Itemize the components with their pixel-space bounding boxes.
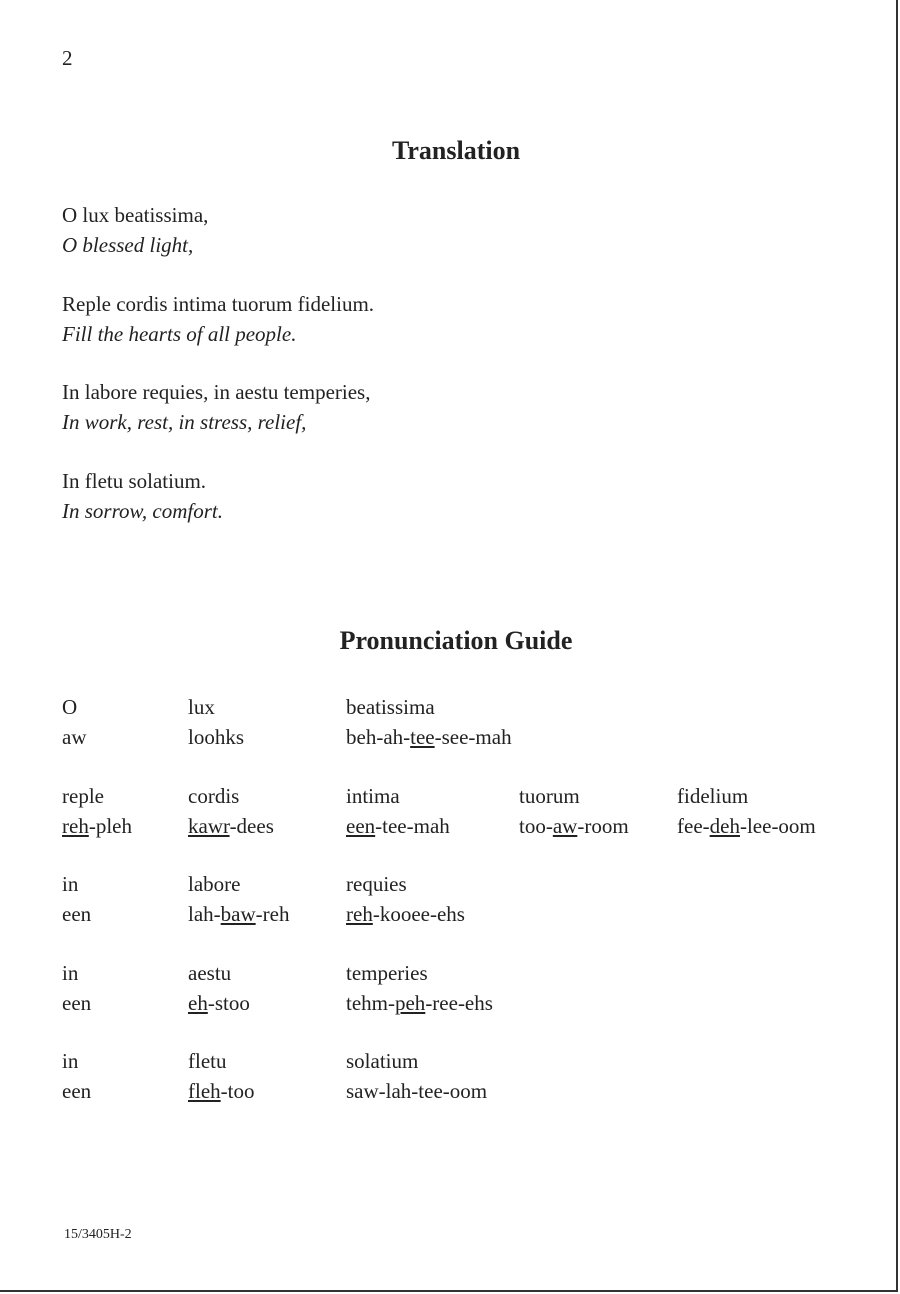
latin-line: In labore requies, in aestu temperies, — [62, 380, 371, 404]
latin-word: fidelium — [677, 783, 749, 808]
stressed-syllable: eh — [188, 990, 208, 1015]
latin-word: O — [62, 695, 78, 719]
latin-word: lux — [188, 695, 215, 719]
latin-line: In fletu solatium. — [62, 468, 207, 493]
pronunciation-group — [62, 958, 862, 1047]
latin-word: fletu — [188, 1049, 227, 1073]
stressed-syllable: een — [346, 813, 376, 838]
stanza — [62, 289, 822, 378]
translation-heading: Translation — [391, 136, 521, 165]
latin-word: temperies — [346, 960, 428, 985]
latin-words-row — [62, 1046, 862, 1076]
latin-word: labore — [188, 872, 241, 896]
latin-word: beatissima — [346, 695, 435, 719]
pronunciation-word: aw — [62, 725, 87, 749]
latin-word: reple — [62, 783, 104, 808]
translation-stanzas — [62, 200, 822, 554]
pronunciation-row — [62, 811, 862, 841]
pronunciation-word: too-aw-room — [519, 813, 629, 838]
stressed-syllable: aw — [552, 813, 578, 838]
stressed-syllable: reh — [346, 902, 373, 926]
page-number: 2 — [62, 46, 73, 70]
pronunciation-row — [62, 988, 862, 1018]
latin-word: aestu — [188, 960, 232, 985]
pronunciation-word: tehm-peh-ree-ehs — [346, 990, 493, 1015]
latin-word: in — [62, 872, 79, 896]
latin-line: Reple cordis intima tuorum fidelium. — [62, 291, 375, 316]
pronunciation-group — [62, 1046, 862, 1135]
pronunciation-group — [62, 781, 862, 870]
latin-words-row — [62, 692, 862, 722]
stressed-syllable: tee — [410, 725, 435, 749]
stressed-syllable: peh — [394, 990, 426, 1015]
stressed-syllable: reh — [62, 813, 89, 838]
latin-word: intima — [346, 783, 400, 808]
pronunciation-heading: Pronunciation Guide — [339, 626, 573, 655]
pronunciation-word: kawr-dees — [188, 813, 274, 838]
latin-line: O lux beatissima, — [62, 203, 209, 227]
latin-word: cordis — [188, 783, 240, 808]
pronunciation-word: eh-stoo — [188, 990, 250, 1015]
latin-word: in — [62, 960, 79, 985]
latin-word: in — [62, 1049, 79, 1073]
latin-word: tuorum — [519, 783, 580, 808]
stanza — [62, 377, 822, 466]
pronunciation-word: fleh-too — [188, 1079, 255, 1103]
pronunciation-word: beh-ah-tee-see-mah — [346, 725, 512, 749]
english-line: O blessed light, — [62, 233, 194, 257]
pronunciation-word: lah-baw-reh — [188, 902, 290, 926]
pronunciation-word: saw-lah-tee-oom — [346, 1079, 488, 1103]
stanza — [62, 200, 822, 289]
latin-word: solatium — [346, 1049, 419, 1073]
stressed-syllable: baw — [220, 902, 256, 926]
stressed-syllable: deh — [709, 813, 740, 838]
pronunciation-row — [62, 899, 862, 929]
pronunciation-word: een — [62, 990, 92, 1015]
latin-words-row — [62, 869, 862, 899]
english-line: Fill the hearts of all people. — [62, 321, 297, 346]
pronunciation-word: loohks — [188, 725, 245, 749]
pronunciation-row — [62, 1076, 862, 1106]
english-line: In sorrow, comfort. — [62, 498, 224, 523]
pronunciation-word: reh-kooee-ehs — [346, 902, 465, 926]
stressed-syllable: kawr — [188, 813, 230, 838]
pronunciation-word: fee-deh-lee-oom — [677, 813, 816, 838]
pronunciation-group — [62, 869, 862, 958]
pronunciation-word: een — [62, 1079, 92, 1103]
pronunciation-table — [62, 692, 862, 1135]
pronunciation-word: een-tee-mah — [346, 813, 450, 838]
pronunciation-word: reh-pleh — [62, 813, 132, 838]
latin-words-row — [62, 958, 862, 988]
footer-code: 15/3405H-2 — [64, 1227, 132, 1242]
stanza — [62, 466, 822, 555]
latin-word: requies — [346, 872, 407, 896]
pronunciation-word: een — [62, 902, 92, 926]
pronunciation-group — [62, 692, 862, 781]
pronunciation-row — [62, 722, 862, 752]
latin-words-row — [62, 781, 862, 811]
stressed-syllable: fleh — [188, 1079, 221, 1103]
english-line: In work, rest, in stress, relief, — [62, 410, 307, 434]
